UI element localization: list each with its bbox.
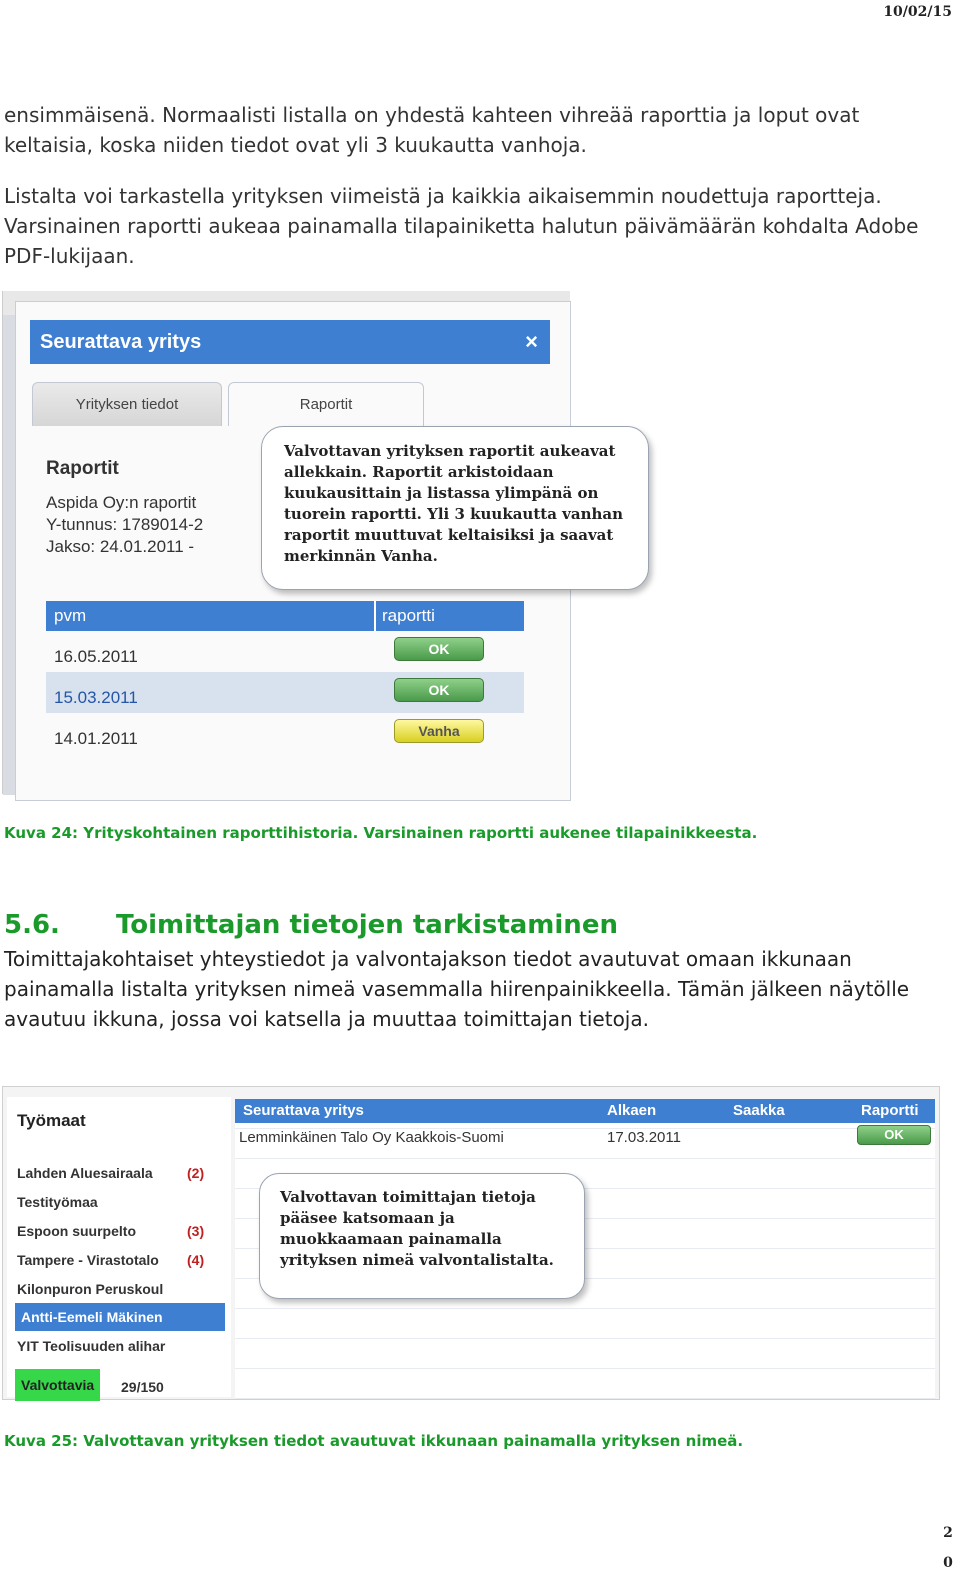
dialog-title: Seurattava yritys (40, 331, 202, 353)
table-row (46, 713, 524, 754)
business-id-line: Y-tunnus: 1789014-2 (46, 515, 204, 534)
sidebar-item-site[interactable] (17, 1188, 227, 1216)
paragraph-report-list: Listalta voi tarkastella yrityksen viimeistä ja kaikkia aikaisemmin noudettuja raportteja. Varsinainen raportti aukeaa painamalla tilapainiketta halutun päivämäärän kohdalta Adobe PDF-lukijaan. (4, 184, 919, 268)
section-title: Toimittajan tietojen tarkistaminen (116, 910, 618, 940)
figure-25-caption: Kuva 25: Valvottavan yrityksen tiedot avautuvat ikkunaan painamalla yrityksen nimeä. (4, 1432, 744, 1450)
report-date: 15.03.2011 (54, 688, 138, 707)
header-date: 10/02/15 (883, 4, 952, 20)
status-ok-button[interactable]: OK (394, 637, 484, 661)
table-row (46, 631, 524, 672)
column-date: pvm (54, 606, 87, 625)
tab-reports[interactable]: Raportit (228, 382, 424, 426)
valvottavia-button[interactable]: Valvottavia (15, 1369, 100, 1401)
monitored-count: 29/150 (121, 1379, 164, 1395)
report-date: 16.05.2011 (54, 647, 138, 666)
status-ok-button[interactable]: OK (394, 678, 484, 702)
sidebar-item-site[interactable] (17, 1332, 227, 1360)
paragraph-supplier-info: Toimittajakohtaiset yhteystiedot ja valvontajakson tiedot avautuvat omaan ikkunaan painamalla listalta yrityksen nimeä vasemmalla hiirenpainikkeella. Tämän jälkeen näytölle avautuu ikkuna, jossa voi katsella ja muuttaa toimittajan tietoja. (4, 947, 910, 1031)
start-date: 17.03.2011 (607, 1129, 681, 1146)
close-icon[interactable]: × (525, 329, 538, 354)
site-count: (2) (187, 1165, 205, 1181)
report-date: 14.01.2011 (54, 729, 138, 748)
sidebar-item-selected[interactable] (15, 1303, 225, 1331)
table-row (46, 672, 524, 713)
section-title: Raportit (46, 458, 119, 479)
site-name: Testityömaa (17, 1194, 98, 1210)
report-info (46, 458, 203, 558)
callout-supplier: Valvottavan toimittajan tietoja pääsee katsomaan ja muokkaamaan painamalla yrityksen nimeä valvontalistalta. (259, 1173, 585, 1299)
site-count: (4) (187, 1252, 205, 1268)
site-name: Kilonpuron Peruskoul (17, 1281, 164, 1297)
site-name: Lahden Aluesairaala (17, 1165, 153, 1181)
column-start: Alkaen (607, 1102, 657, 1119)
column-report: Raportti (861, 1102, 919, 1119)
site-name: YIT Teolisuuden alihar (17, 1338, 166, 1354)
company-name-link[interactable]: Lemminkäinen Talo Oy Kaakkois-Suomi (239, 1129, 504, 1146)
page-number-digit: 0 (943, 1555, 953, 1571)
sidebar-title: Työmaat (17, 1111, 86, 1130)
column-end: Saakka (733, 1102, 785, 1119)
table-header (46, 601, 524, 631)
callout-reports: Valvottavan yrityksen raportit aukeavat allekkain. Raportit arkistoidaan kuukausittain ja listassa ylimpänä on tuorein raportti. Yli 3 kuukautta vanhan raportit muuttuvat keltaisiksi ja saavat merkinnän Vanha. (261, 426, 649, 590)
background-sidebar (3, 315, 15, 795)
sidebar-item-site[interactable] (17, 1275, 227, 1303)
figure-24-caption: Kuva 24: Yrityskohtainen raporttihistoria. Varsinainen raportti aukenee tilapainikkeesta. (4, 824, 758, 842)
dialog-title-bar (30, 320, 550, 364)
sidebar-item-site[interactable] (17, 1159, 227, 1187)
section-heading (4, 910, 618, 940)
sidebar-item-site[interactable] (17, 1246, 227, 1274)
paragraph-intro: ensimmäisenä. Normaalisti listalla on yhdestä kahteen vihreää raporttia ja loput ovat keltaisia, koska niiden tiedot ovat yli 3 kuukautta vanhoja. (4, 103, 860, 157)
page-number (942, 1518, 954, 1578)
figure-25-screenshot (2, 1086, 940, 1400)
page-number-digit: 2 (943, 1525, 953, 1541)
site-name: Espoon suurpelto (17, 1223, 136, 1239)
period-line: Jakso: 24.01.2011 - (46, 537, 195, 556)
report-table (46, 601, 524, 754)
company-reports-line: Aspida Oy:n raportit (46, 493, 197, 512)
column-report: raportti (374, 601, 435, 631)
section-number: 5.6. (4, 910, 60, 940)
status-old-button[interactable]: Vanha (394, 719, 484, 743)
tab-company-info[interactable]: Yrityksen tiedot (32, 382, 222, 426)
site-name: Antti-Eemeli Mäkinen (21, 1309, 163, 1325)
table-header (235, 1099, 935, 1123)
sites-sidebar (7, 1097, 231, 1397)
status-ok-button[interactable]: OK (857, 1125, 931, 1145)
sidebar-item-site[interactable] (17, 1217, 227, 1245)
site-name: Tampere - Virastotalo (17, 1252, 159, 1268)
column-company: Seurattava yritys (243, 1102, 364, 1119)
site-count: (3) (187, 1223, 205, 1239)
figure-24-screenshot (2, 291, 624, 794)
